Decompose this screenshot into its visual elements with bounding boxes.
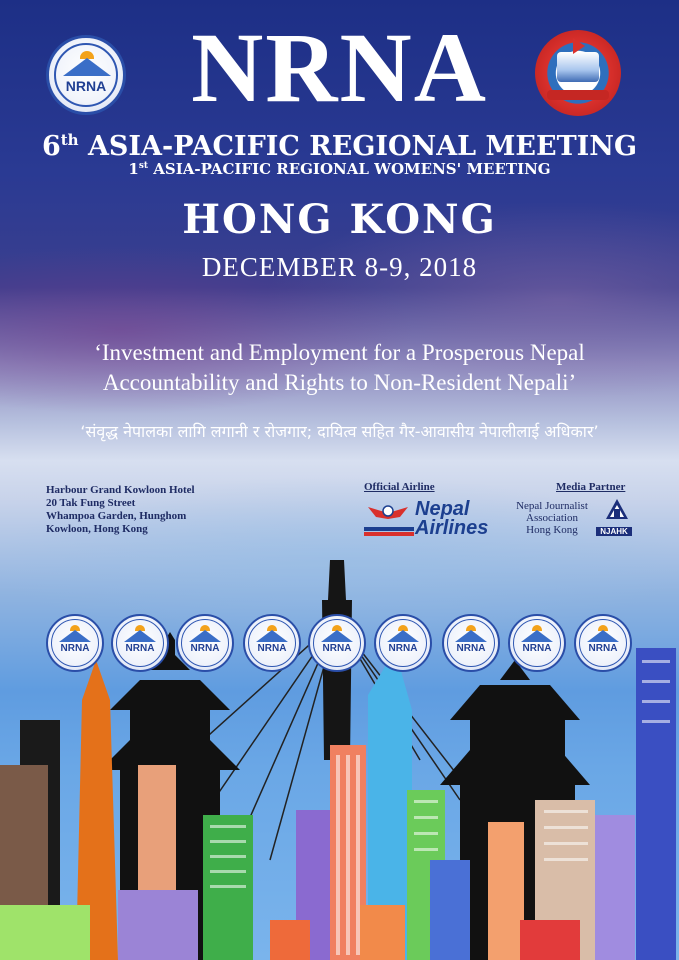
event-date: DECEMBER 8-9, 2018: [201, 252, 478, 282]
venue-line: 20 Tak Fung Street: [46, 497, 136, 509]
airline-bird-icon: [368, 506, 408, 519]
ncc-logo: [111, 614, 169, 672]
media-partner-line: Nepal Journalist: [516, 500, 588, 512]
airline-name-line-1: Nepal: [415, 498, 470, 520]
meeting-ordinal-suffix: th: [60, 131, 79, 149]
women-ordinal: 1: [128, 160, 139, 178]
media-partner-heading: Media Partner: [556, 481, 626, 493]
venue-line: Kowloon, Hong Kong: [46, 523, 148, 535]
airline-stripe-blue: [364, 527, 414, 531]
ncc-logo-text: NRNA: [456, 643, 486, 654]
airline-stripe-red: [364, 532, 414, 536]
ncc-logo: [374, 614, 432, 672]
ncc-logo: [176, 614, 234, 672]
slogan-line-2: Accountability and Rights to Non-Resident Nepali’: [102, 370, 577, 395]
meeting-text: ASIA-PACIFIC REGIONAL MEETING: [78, 131, 638, 162]
ncc-logo: [243, 614, 301, 672]
airline-name-line-2: Airlines: [415, 517, 489, 539]
womens-meeting-title: [0, 160, 679, 178]
far-right-tower: [636, 648, 676, 960]
ncc-logo: [508, 614, 566, 672]
orange-building: [488, 822, 524, 960]
slogan-line-1: ‘Investment and Employment for a Prosperous Nepal: [94, 340, 585, 365]
mountain-icon: [321, 630, 353, 642]
ncc-logo-text: NRNA: [257, 643, 287, 654]
ncc-logo-text: NRNA: [322, 643, 352, 654]
media-partner-name: [512, 500, 592, 536]
ncc-logo-text: NRNA: [190, 643, 220, 654]
ncc-logo: [46, 614, 104, 672]
ncc-logo-text: NRNA: [125, 643, 155, 654]
mountain-icon: [587, 630, 619, 642]
red-building: [520, 920, 580, 960]
page-title: NRNA: [191, 12, 488, 123]
mountain-icon: [455, 630, 487, 642]
green-low-building: [0, 905, 90, 960]
ncc-logo: [574, 614, 632, 672]
meeting-ordinal: 6: [41, 131, 61, 162]
ncc-logo-text: NRNA: [388, 643, 418, 654]
orange-low-building: [270, 920, 310, 960]
women-text: ASIA-PACIFIC REGIONAL WOMENS' MEETING: [148, 160, 551, 178]
njahk-badge: NJAHK: [596, 527, 632, 536]
media-partner-line: Association: [526, 512, 578, 524]
venue-line: Whampoa Garden, Hunghom: [46, 510, 187, 522]
ncc-logo-text: NRNA: [588, 643, 618, 654]
slogan-nepali: ‘संवृद्ध नेपालका लागि लगानी र रोजगार; दायित्व सहित गैर-आवासीय नेपालीलाई अधिकार’: [80, 422, 599, 441]
mountain-icon: [521, 630, 553, 642]
ncc-logo-text: NRNA: [60, 643, 90, 654]
venue-line: Harbour Grand Kowloon Hotel: [46, 484, 195, 496]
media-partner-line: Hong Kong: [526, 524, 578, 536]
mountain-icon: [124, 630, 156, 642]
nrna-logo-text: NRNA: [65, 78, 107, 94]
mountain-icon: [256, 630, 288, 642]
mountain-icon: [59, 630, 91, 642]
city-title: HONG KONG: [182, 196, 497, 243]
ncc-logo-text: NRNA: [522, 643, 552, 654]
women-ordinal-suffix: st: [138, 161, 149, 171]
blue-building: [430, 860, 470, 960]
airline-heading: Official Airline: [364, 481, 435, 493]
lavender-building: [595, 815, 635, 960]
purple-low-building: [118, 890, 198, 960]
mountain-icon: [387, 630, 419, 642]
orange-block-building: [360, 905, 405, 960]
venue-address: [46, 484, 195, 536]
regional-meeting-title: [0, 123, 679, 164]
ncc-logo: [308, 614, 366, 672]
mountain-icon: [189, 630, 221, 642]
ncc-logo: [442, 614, 500, 672]
